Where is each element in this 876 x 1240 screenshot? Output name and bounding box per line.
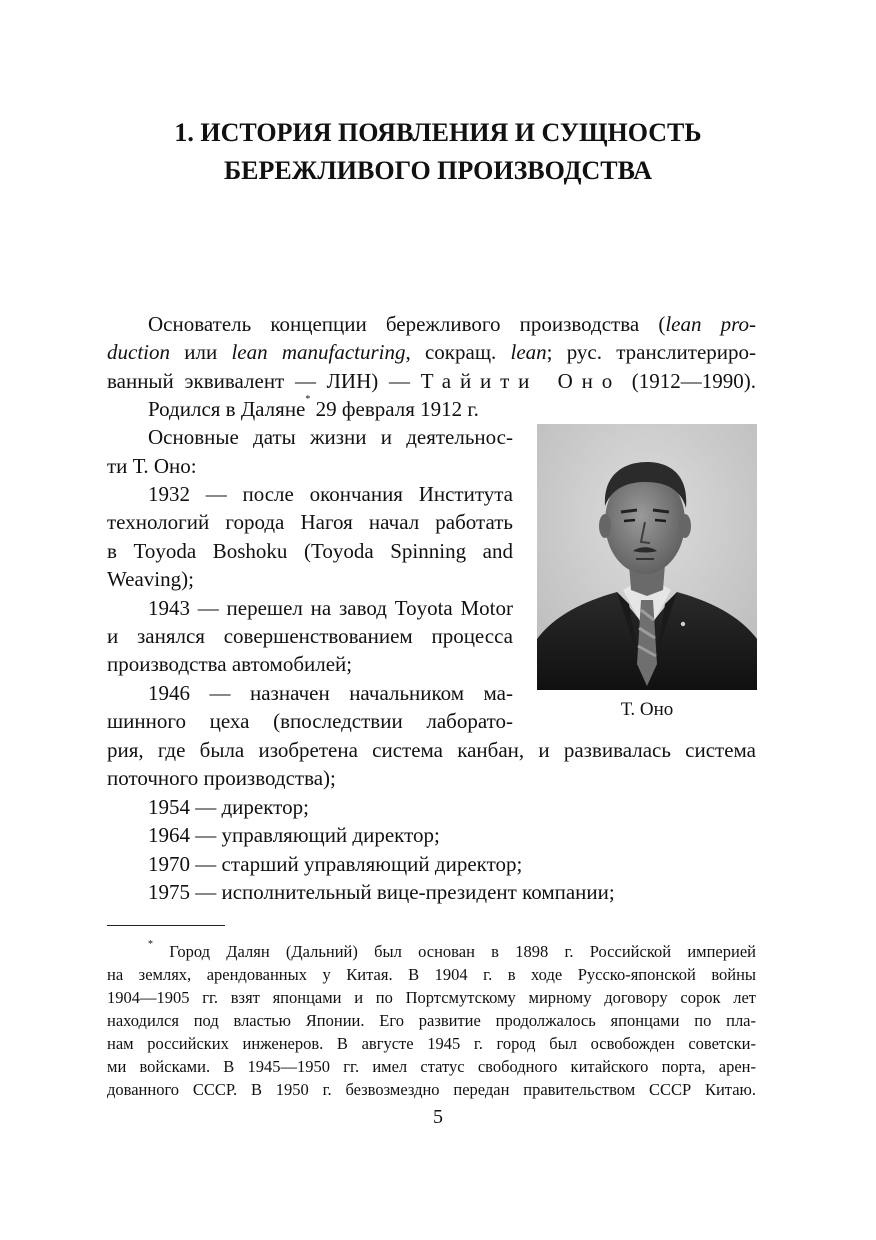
- dates-intro-line-1: Основные даты жизни и деятельнос-: [148, 425, 513, 449]
- event-1946-line-3: рия, где была изобретена система канбан, и развивалась система: [107, 738, 756, 762]
- footnote-marker: *: [305, 394, 311, 405]
- founder-name: Тайити Оно: [420, 369, 622, 393]
- footnote-line-4: находился под властью Японии. Его развитие продолжалось японцами по пла-: [107, 1011, 756, 1030]
- footnote-line-5: нам российских инженеров. В августе 1945 г. город был освобожден советски-: [107, 1034, 756, 1053]
- event-1954: 1954 — директор;: [148, 795, 309, 819]
- event-1932-line-4: Weaving);: [107, 567, 194, 591]
- footnote-line-7: дованного СССР. В 1950 г. безвозмездно передан правительством СССР Китаю.: [107, 1080, 756, 1099]
- footnote-line-marker: *: [148, 939, 153, 950]
- chapter-title-line-1: 1. ИСТОРИЯ ПОЯВЛЕНИЯ И СУЩНОСТЬ: [174, 118, 702, 147]
- dates-intro-line-2: ти Т. Оно:: [107, 454, 197, 478]
- event-1943-line-1: 1943 — перешел на завод Toyota Motor: [148, 596, 513, 620]
- footnote-line-2: на землях, арендованных у Китая. В 1904 г. в ходе Русско-японской войны: [107, 965, 756, 984]
- footnote-line-6: ми войсками. В 1945—1950 гг. имел статус свободного китайского порта, арен-: [107, 1057, 756, 1076]
- event-1946-line-2: шинного цеха (впоследствии лаборато-: [107, 709, 513, 733]
- event-1943-line-3: производства автомобилей;: [107, 652, 353, 676]
- chapter-title-line-2: БЕРЕЖЛИВОГО ПРОИЗВОДСТВА: [223, 156, 653, 185]
- event-1932-line-1: 1932 — после окончания Института: [148, 482, 513, 506]
- event-1946-line-4: поточного производства);: [107, 766, 336, 790]
- event-1970: 1970 — старший управляющий директор;: [148, 852, 523, 876]
- page-number: 5: [433, 1106, 443, 1128]
- footnote-divider: [107, 925, 225, 926]
- event-1932-line-2: технологий города Нагоя начал работать: [107, 510, 513, 534]
- photo-caption: Т. Оно: [620, 699, 674, 720]
- footnote-line-1: * Город Далян (Дальний) был основан в 1898 г. Российской империей: [148, 939, 756, 961]
- event-1964: 1964 — управляющий директор;: [148, 823, 440, 847]
- event-1932-line-3: в Toyoda Boshoku (Toyoda Spinning and: [107, 539, 513, 563]
- footnote-line-3: 1904—1905 гг. взят японцами и по Портсмутскому мирному договору сорок лет: [107, 988, 756, 1007]
- event-1943-line-2: и занялся совершенствованием процесса: [107, 624, 513, 648]
- intro-line-3: ванный эквивалент — ЛИН) — Тайити Оно (1912—1990).: [107, 369, 756, 393]
- event-1946-line-1: 1946 — назначен начальником ма-: [148, 681, 513, 705]
- intro-line-2: duction или lean manufacturing, сокращ. lean; рус. транслитериро-: [107, 340, 756, 364]
- event-1975: 1975 — исполнительный вице-президент компании;: [148, 880, 615, 904]
- born-line: Родился в Даляне* 29 февраля 1912 г.: [148, 394, 479, 421]
- portrait-illustration: [537, 424, 757, 690]
- portrait-photo: [537, 424, 757, 690]
- intro-line-1: Основатель концепции бережливого производства (lean pro-: [148, 312, 757, 336]
- chapter-title: [0, 114, 876, 190]
